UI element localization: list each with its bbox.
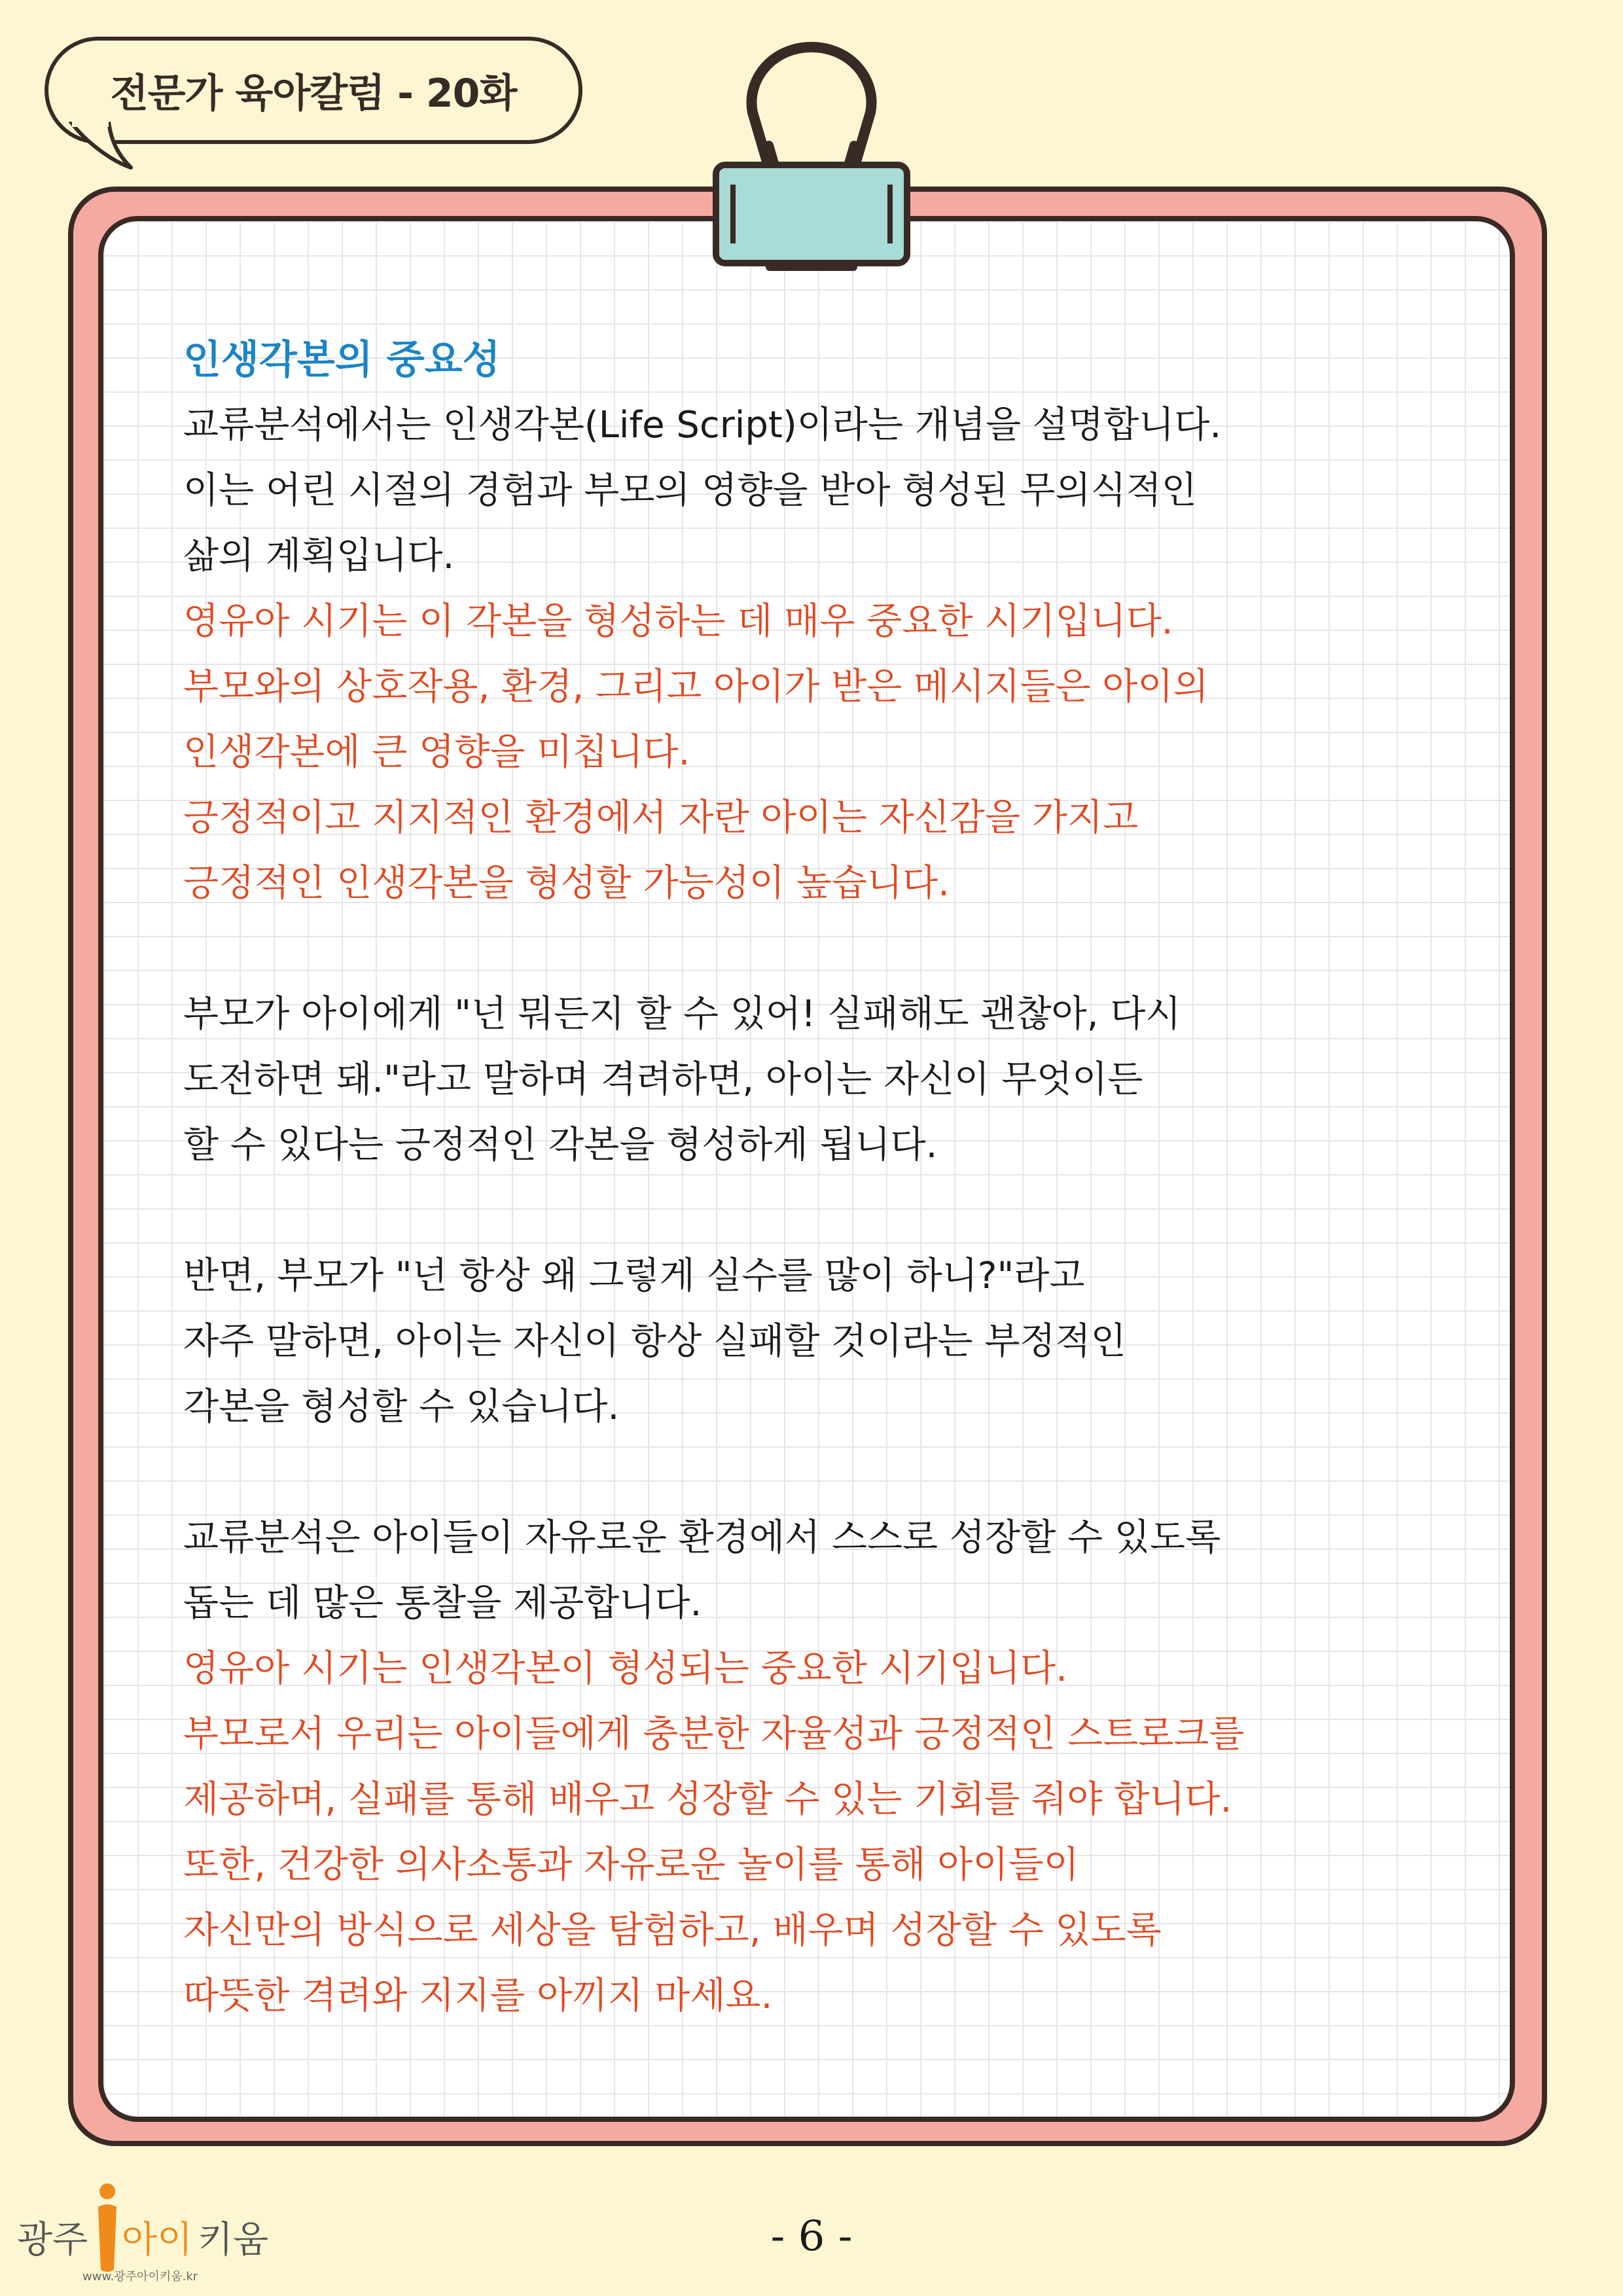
person-i-logo-icon [94, 2182, 120, 2274]
highlighted-text-line: 영유아 시기는 이 각본을 형성하는 데 매우 중요한 시기입니다. [183, 600, 1173, 643]
page-number: - 6 - [770, 2212, 853, 2261]
highlighted-text-line: 또한, 건강한 의사소통과 자유로운 놀이를 통해 아이들이 [183, 1844, 1079, 1886]
paragraph-gap [183, 916, 1466, 982]
paragraph-gap [183, 1440, 1466, 1505]
highlighted-text-line: 제공하며, 실패를 통해 배우고 성장할 수 있는 기회를 줘야 합니다. [183, 1778, 1232, 1821]
text-line: 삶의 계획입니다. [183, 535, 455, 577]
text-line: 할 수 있다는 긍정적인 각본을 형성하게 됩니다. [183, 1124, 938, 1166]
text-line: 자주 말하면, 아이는 자신이 항상 실패할 것이라는 부정적인 [183, 1320, 1126, 1363]
text-line: 교류분석은 아이들이 자유로운 환경에서 스스로 성장할 수 있도록 [183, 1516, 1221, 1559]
text-line: 돕는 데 많은 통찰을 제공합니다. [183, 1582, 702, 1624]
highlighted-text-line: 영유아 시기는 인생각본이 형성되는 중요한 시기입니다. [183, 1647, 1068, 1690]
column-content [183, 327, 1466, 2029]
column-title: 전문가 육아칼럼 - 20화 [110, 71, 517, 117]
highlighted-text-line: 긍정적이고 지지적인 환경에서 자란 아이는 자신감을 가지고 [183, 797, 1139, 839]
logo-text-ai: 아이 [122, 2219, 193, 2261]
highlighted-text-line: 부모와의 상호작용, 환경, 그리고 아이가 받은 메시지들은 아이의 [183, 666, 1209, 708]
binder-clip-icon [707, 34, 916, 278]
section-heading: 인생각본의 중요성 [183, 337, 501, 383]
text-line: 도전하면 돼."라고 말하며 격려하면, 아이는 자신이 무엇이든 [183, 1058, 1143, 1101]
paragraph-gap [183, 1178, 1466, 1244]
text-line: 교류분석에서는 인생각본(Life Script)이라는 개념을 설명합니다. [183, 404, 1222, 446]
text-line: 각본을 형성할 수 있습니다. [183, 1386, 620, 1428]
text-line: 부모가 아이에게 "넌 뭐든지 할 수 있어! 실패해도 괜찮아, 다시 [183, 993, 1181, 1035]
logo-url: www.광주아이키움.kr [82, 2270, 198, 2284]
highlighted-text-line: 자신만의 방식으로 세상을 탐험하고, 배우며 성장할 수 있도록 [183, 1909, 1162, 1952]
highlighted-text-line: 따뜻한 격려와 지지를 아끼지 마세요. [183, 1975, 773, 2017]
text-line: 이는 어린 시절의 경험과 부모의 영향을 받아 형성된 무의식적인 [183, 469, 1197, 512]
text-line: 반면, 부모가 "넌 항상 왜 그렇게 실수를 많이 하니?"라고 [183, 1255, 1085, 1297]
highlighted-text-line: 긍정적인 인생각본을 형성할 가능성이 높습니다. [183, 862, 950, 905]
gwangju-aikium-logo [17, 2166, 292, 2284]
highlighted-text-line: 부모로서 우리는 아이들에게 충분한 자율성과 긍정적인 스트로크를 [183, 1713, 1245, 1755]
body-text [183, 393, 1466, 2029]
highlighted-text-line: 인생각본에 큰 영향을 미칩니다. [183, 731, 690, 774]
logo-text-gwangju: 광주 [17, 2219, 88, 2261]
bubble-tail [65, 122, 137, 174]
logo-text-kium: 키움 [198, 2219, 269, 2261]
